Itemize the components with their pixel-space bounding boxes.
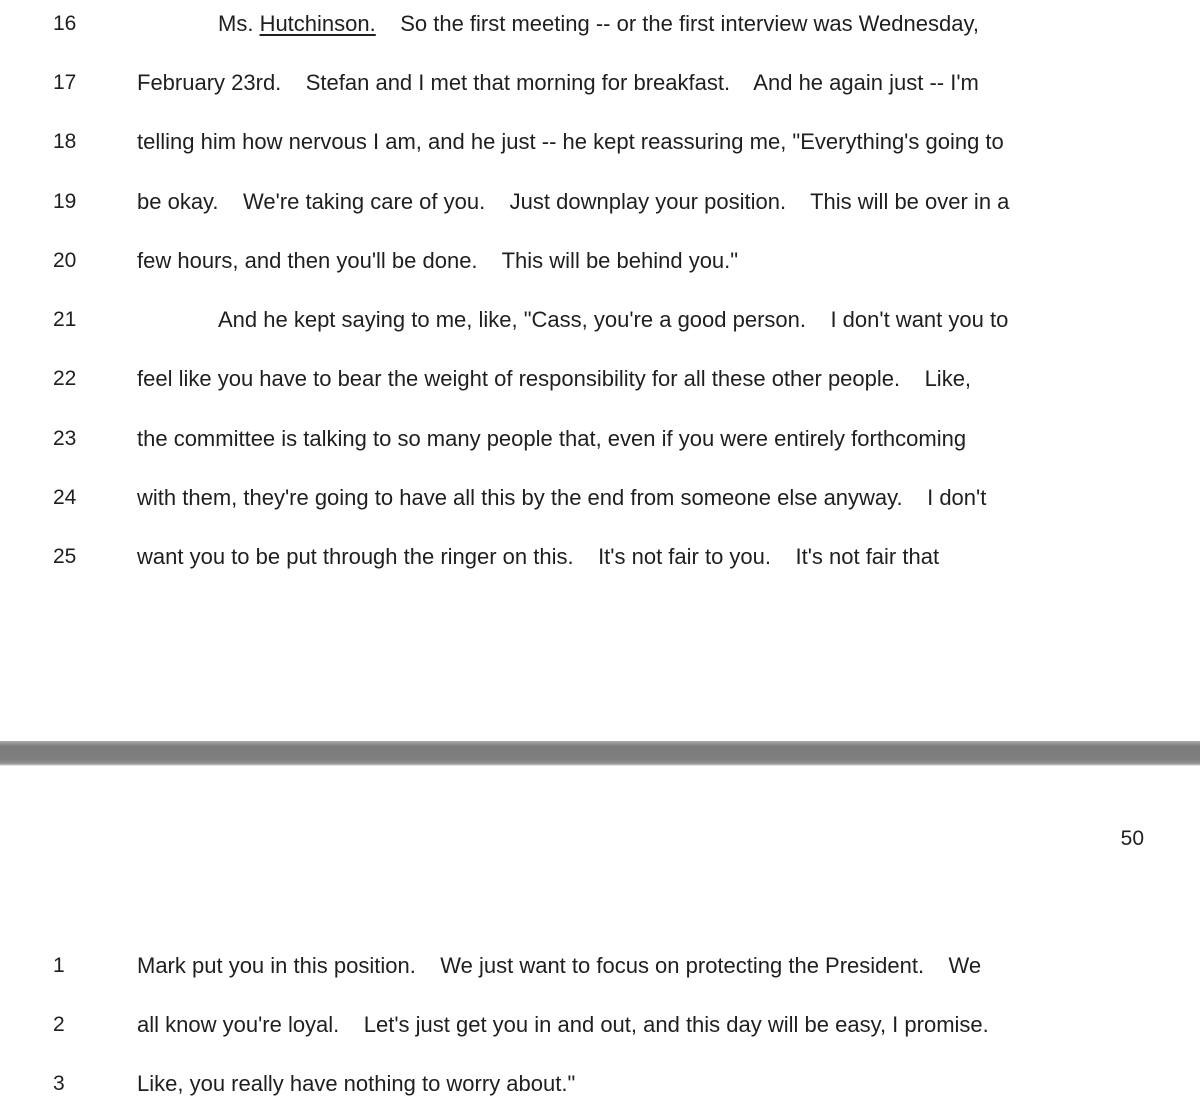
line-number: 16 — [53, 11, 77, 35]
line-text: And he kept saying to me, like, "Cass, you're a good person. I don't want you to — [218, 307, 1009, 333]
line-number: 17 — [53, 70, 77, 94]
line-text: the committee is talking to so many people that, even if you were entirely forthcoming — [137, 425, 967, 451]
transcript-line — [0, 468, 1200, 527]
transcript-line — [0, 409, 1200, 468]
line-number: 21 — [53, 308, 77, 332]
speaker-title: Ms. — [218, 10, 260, 36]
line-text: with them, they're going to have all this by the end from someone else anyway. I don't — [137, 485, 987, 511]
transcript-line — [0, 0, 1200, 53]
line-text: few hours, and then you'll be done. This will be behind you." — [137, 247, 739, 273]
transcript-line — [0, 350, 1200, 409]
line-number: 3 — [53, 1072, 65, 1096]
line-number: 18 — [53, 130, 77, 154]
line-text-rest: So the first meeting -- or the first interview was Wednesday, — [375, 10, 979, 36]
line-number: 2 — [53, 1012, 65, 1036]
line-number: 19 — [53, 189, 77, 213]
line-number: 1 — [53, 953, 65, 977]
line-text: telling him how nervous I am, and he just -- he kept reassuring me, "Everything's going to — [137, 129, 1004, 155]
transcript-line — [0, 113, 1200, 172]
transcript-line — [0, 231, 1200, 290]
page-number: 50 — [1120, 826, 1144, 850]
transcript-line — [0, 53, 1200, 112]
transcript-line — [0, 290, 1200, 349]
line-text: all know you're loyal. Let's just get you in and out, and this day will be easy, I promise. — [137, 1011, 989, 1037]
line-number: 22 — [53, 367, 77, 391]
line-number: 20 — [53, 248, 77, 272]
transcript-line — [0, 172, 1200, 231]
line-text: Like, you really have nothing to worry about." — [137, 1071, 576, 1097]
speaker-name: Hutchinson. — [259, 10, 376, 36]
line-number: 24 — [53, 486, 77, 510]
line-number: 25 — [53, 545, 77, 569]
line-text: be okay. We're taking care of you. Just downplay your position. This will be over in a — [137, 188, 1010, 214]
line-text: February 23rd. Stefan and I met that morning for breakfast. And he again just -- I'm — [137, 69, 979, 95]
transcript-line — [0, 528, 1200, 587]
transcript-page-bottom — [0, 936, 1200, 1114]
page-break-bar — [0, 741, 1200, 766]
line-text: feel like you have to bear the weight of responsibility for all these other people. Like, — [137, 366, 972, 392]
transcript-line — [0, 936, 1200, 995]
line-text: want you to be put through the ringer on this. It's not fair to you. It's not fair that — [137, 544, 940, 570]
line-number: 23 — [53, 426, 77, 450]
transcript-line — [0, 995, 1200, 1054]
page-header — [0, 824, 1200, 854]
transcript-line — [0, 1055, 1200, 1114]
line-text — [137, 11, 1200, 37]
line-text: Mark put you in this position. We just want to focus on protecting the President. We — [137, 952, 982, 978]
